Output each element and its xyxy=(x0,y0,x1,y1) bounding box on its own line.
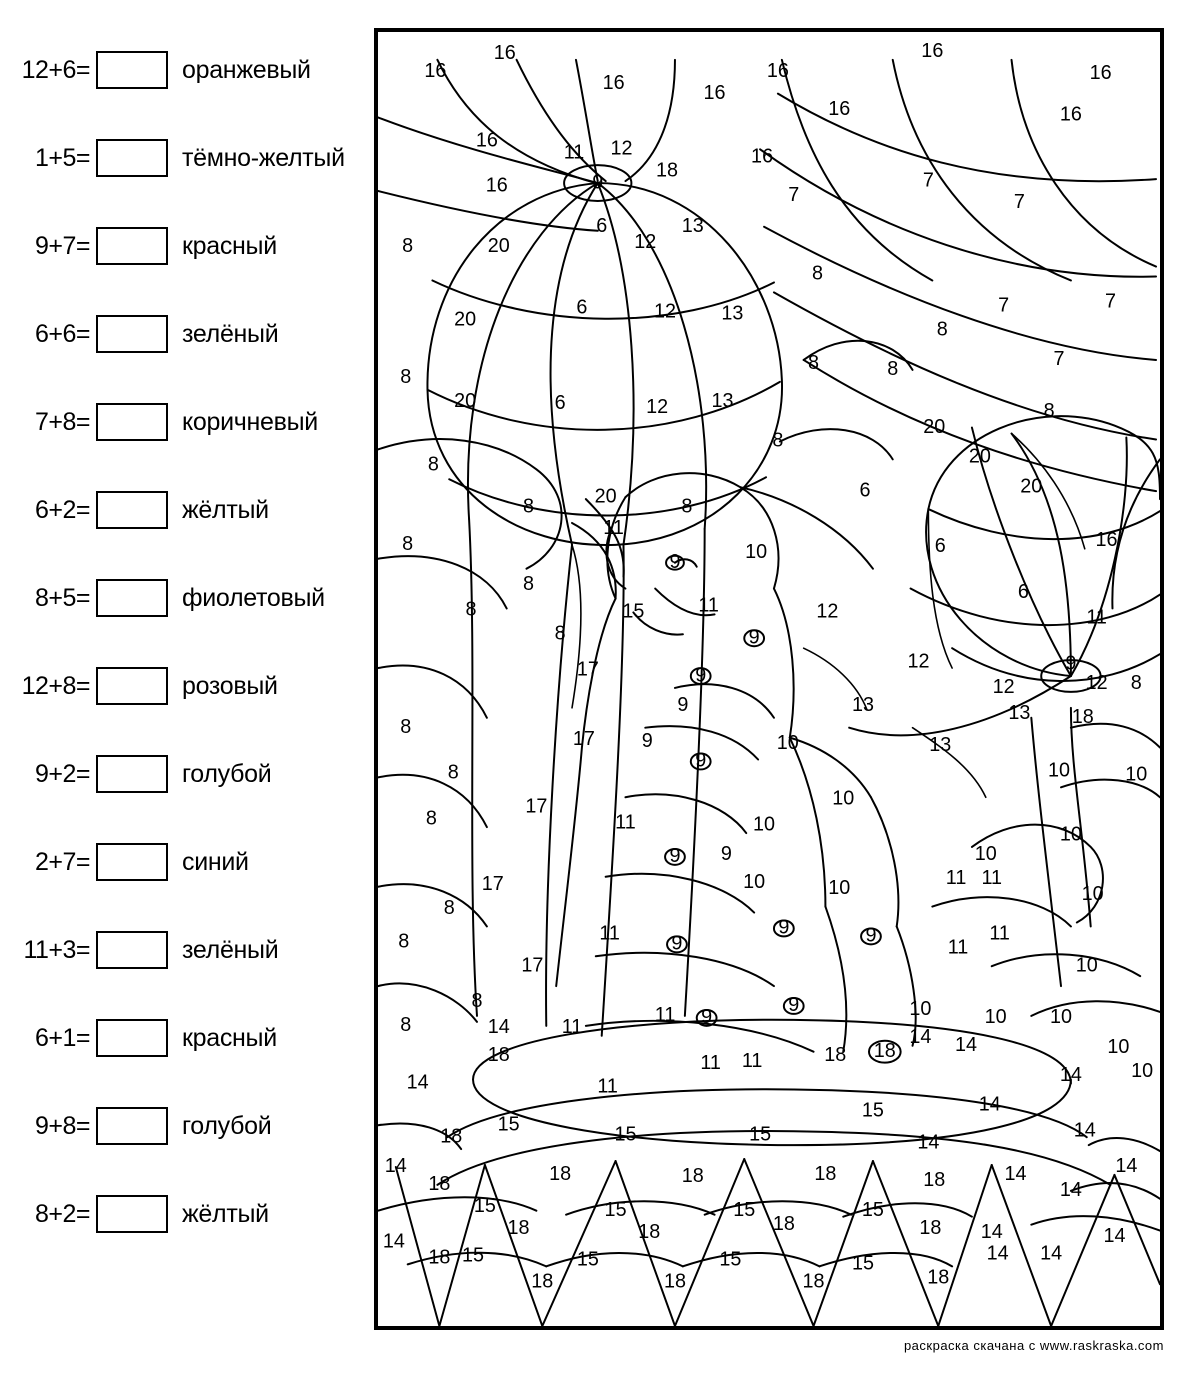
region-number: 17 xyxy=(481,872,504,895)
legend-answer-box[interactable] xyxy=(96,667,168,705)
legend-expression: 6+2= xyxy=(34,495,90,524)
legend-item[interactable] xyxy=(0,480,380,540)
region-number: 8 xyxy=(1130,672,1142,695)
region-number: 18 xyxy=(663,1270,686,1293)
region-number: 8 xyxy=(465,598,477,621)
region-number: 11 xyxy=(981,866,1002,890)
region-number: 8 xyxy=(554,622,566,645)
region-number: 10 xyxy=(1059,823,1082,846)
region-number: 11 xyxy=(615,811,636,834)
region-number: 18 xyxy=(487,1043,510,1066)
region-number: 14 xyxy=(1059,1179,1082,1202)
legend-color-label: коричневый xyxy=(182,407,318,436)
legend-item[interactable] xyxy=(0,1184,380,1244)
region-number: 8 xyxy=(402,533,414,556)
region-number: 11 xyxy=(597,1075,618,1098)
legend-item[interactable] xyxy=(0,40,380,100)
region-number: 18 xyxy=(638,1220,661,1243)
source-credit: раскраска скачана с www.raskraska.com xyxy=(903,1338,1164,1353)
region-number: 14 xyxy=(487,1016,510,1039)
region-number: 7 xyxy=(1053,348,1065,371)
region-number: 15 xyxy=(473,1194,496,1217)
region-number: 9 xyxy=(1065,652,1077,675)
region-number: 18 xyxy=(1071,705,1094,729)
legend-expression: 6+6= xyxy=(34,319,90,348)
region-number: 18 xyxy=(923,1169,946,1192)
region-number: 18 xyxy=(440,1125,463,1148)
region-number: 20 xyxy=(454,389,477,412)
region-number: 6 xyxy=(934,535,946,558)
legend-item[interactable] xyxy=(0,744,380,804)
region-number: 16 xyxy=(766,59,789,83)
legend-color-label: синий xyxy=(182,847,249,876)
region-number: 14 xyxy=(986,1242,1009,1265)
legend-item[interactable] xyxy=(0,920,380,980)
region-number: 12 xyxy=(1085,672,1108,695)
region-number: 13 xyxy=(1008,701,1031,725)
region-number: 8 xyxy=(811,262,824,285)
region-number: 10 xyxy=(1075,954,1098,977)
region-number: 11 xyxy=(700,1051,721,1074)
region-number: 14 xyxy=(1059,1063,1082,1086)
legend-expression: 12+6= xyxy=(21,55,90,84)
region-number: 10 xyxy=(1050,1006,1073,1029)
region-number: 12 xyxy=(907,650,930,673)
region-number: 14 xyxy=(382,1230,405,1253)
legend-item[interactable] xyxy=(0,656,380,716)
region-number: 15 xyxy=(861,1198,884,1221)
region-number: 17 xyxy=(521,954,544,977)
region-number: 16 xyxy=(493,42,516,65)
region-number: 8 xyxy=(471,990,483,1013)
region-number: 14 xyxy=(954,1033,977,1056)
region-number: 13 xyxy=(929,733,952,756)
region-number: 11 xyxy=(947,936,969,959)
region-number: 16 xyxy=(1089,61,1112,84)
region-number: 13 xyxy=(711,389,734,412)
region-number: 15 xyxy=(749,1123,772,1146)
region-number: 14 xyxy=(909,1025,932,1049)
legend-answer-box[interactable] xyxy=(96,755,168,793)
region-number: 7 xyxy=(1013,191,1025,214)
region-number: 15 xyxy=(497,1113,520,1136)
region-number: 13 xyxy=(852,694,875,717)
legend-expression: 12+8= xyxy=(21,671,90,700)
region-number: 14 xyxy=(1103,1224,1126,1247)
region-number: 18 xyxy=(772,1212,795,1235)
legend-expression: 6+1= xyxy=(34,1023,90,1052)
region-number: 10 xyxy=(745,540,768,564)
region-number: 10 xyxy=(1107,1035,1130,1058)
legend-color-label: тёмно-желтый xyxy=(182,143,345,172)
legend-list xyxy=(0,40,380,1340)
legend-color-label: зелёный xyxy=(182,319,279,348)
region-number: 18 xyxy=(656,159,679,182)
region-number: 20 xyxy=(454,308,477,331)
region-number: 17 xyxy=(576,658,599,681)
region-number: 10 xyxy=(753,813,776,836)
region-number: 12 xyxy=(816,600,839,623)
region-number: 9 xyxy=(695,749,707,772)
region-number: 18 xyxy=(531,1270,554,1293)
region-number: 6 xyxy=(596,215,608,238)
region-number: 18 xyxy=(549,1163,572,1186)
region-number: 9 xyxy=(748,626,760,649)
region-number: 8 xyxy=(808,352,820,375)
region-number: 11 xyxy=(698,594,719,617)
region-number: 13 xyxy=(721,302,744,325)
region-number: 12 xyxy=(992,676,1015,699)
legend-color-label: зелёный xyxy=(182,935,279,964)
region-number: 9 xyxy=(865,924,877,947)
legend-expression: 7+8= xyxy=(34,407,90,436)
region-number: 10 xyxy=(1081,882,1104,905)
region-number: 14 xyxy=(1073,1119,1096,1142)
region-number: 7 xyxy=(922,169,934,192)
region-number: 10 xyxy=(984,1006,1007,1029)
region-number: 8 xyxy=(398,930,410,953)
region-number: 15 xyxy=(622,600,645,623)
legend-expression: 9+2= xyxy=(34,759,90,788)
region-number: 9 xyxy=(788,994,800,1017)
region-number: 14 xyxy=(1115,1155,1138,1178)
region-number: 10 xyxy=(743,870,766,893)
region-number: 8 xyxy=(400,715,412,738)
legend-answer-box[interactable] xyxy=(96,1195,168,1233)
region-number: 10 xyxy=(909,998,932,1021)
region-number: 6 xyxy=(554,391,566,414)
region-number: 9 xyxy=(671,932,683,955)
region-number: 11 xyxy=(654,1004,676,1027)
legend-answer-box[interactable] xyxy=(96,403,168,441)
region-number: 8 xyxy=(402,234,414,257)
region-number: 8 xyxy=(443,896,455,919)
region-number: 13 xyxy=(681,215,704,238)
region-number: 15 xyxy=(614,1123,637,1146)
legend-answer-box[interactable] xyxy=(96,139,168,177)
legend-item[interactable] xyxy=(0,216,380,276)
region-number: 16 xyxy=(703,81,726,104)
region-number: 7 xyxy=(1105,290,1117,313)
region-number: 15 xyxy=(861,1099,884,1122)
region-number: 16 xyxy=(751,145,774,168)
region-number: 18 xyxy=(681,1165,704,1188)
region-number: 9 xyxy=(669,845,681,868)
region-number: 10 xyxy=(832,787,855,810)
legend-answer-box[interactable] xyxy=(96,315,168,353)
region-number: 18 xyxy=(927,1266,950,1289)
region-number: 10 xyxy=(776,731,799,754)
region-number: 9 xyxy=(695,664,707,687)
legend-item[interactable] xyxy=(0,832,380,892)
coloring-picture-artwork xyxy=(378,32,1160,1326)
region-number: 18 xyxy=(814,1163,837,1186)
legend-item[interactable] xyxy=(0,1096,380,1156)
region-number: 20 xyxy=(968,445,991,468)
region-number: 12 xyxy=(610,137,633,160)
legend-item[interactable] xyxy=(0,128,380,188)
legend-color-label: жёлтый xyxy=(182,1199,269,1228)
region-number: 16 xyxy=(475,129,498,152)
region-number: 8 xyxy=(447,761,459,784)
legend-answer-box[interactable] xyxy=(96,931,168,969)
region-number: 8 xyxy=(887,358,899,381)
region-number: 8 xyxy=(425,807,437,830)
region-number: 9 xyxy=(778,916,790,939)
legend-color-label: голубой xyxy=(182,759,272,788)
coloring-picture-frame xyxy=(374,28,1164,1330)
region-number: 9 xyxy=(677,694,689,717)
region-number: 10 xyxy=(1131,1059,1154,1082)
region-number: 20 xyxy=(1020,475,1043,498)
region-number: 14 xyxy=(917,1131,940,1154)
region-number: 16 xyxy=(921,40,944,63)
region-number: 11 xyxy=(1086,606,1107,629)
legend-expression: 9+7= xyxy=(34,231,90,260)
region-number: 8 xyxy=(772,429,784,452)
region-number: 9 xyxy=(701,1006,713,1029)
region-number: 9 xyxy=(592,171,604,194)
legend-answer-box[interactable] xyxy=(96,491,168,529)
region-number: 18 xyxy=(919,1216,942,1239)
region-number: 9 xyxy=(720,843,732,866)
region-number: 15 xyxy=(719,1248,742,1271)
region-number: 11 xyxy=(945,866,967,890)
region-number: 10 xyxy=(1125,763,1148,786)
legend-item[interactable] xyxy=(0,1008,380,1068)
region-number: 11 xyxy=(989,922,1010,945)
region-number: 9 xyxy=(641,729,653,752)
legend-item[interactable] xyxy=(0,304,380,364)
legend-expression: 1+5= xyxy=(34,143,90,172)
region-number: 8 xyxy=(522,572,534,595)
region-number: 11 xyxy=(603,517,624,540)
region-number: 15 xyxy=(604,1198,627,1221)
legend-item[interactable] xyxy=(0,392,380,452)
legend-expression: 8+5= xyxy=(34,583,90,612)
region-number: 6 xyxy=(576,296,588,319)
legend-answer-box[interactable] xyxy=(96,227,168,265)
region-number: 7 xyxy=(998,294,1010,317)
region-number: 8 xyxy=(522,495,534,518)
legend-answer-box[interactable] xyxy=(96,843,168,881)
region-number: 16 xyxy=(485,174,508,197)
region-number: 6 xyxy=(859,479,871,502)
legend-item[interactable] xyxy=(0,568,380,628)
region-number: 14 xyxy=(406,1071,429,1094)
region-number: 7 xyxy=(788,184,800,207)
legend-color-label: оранжевый xyxy=(182,55,311,84)
legend-answer-box[interactable] xyxy=(96,1107,168,1145)
region-number: 10 xyxy=(828,876,851,899)
region-number: 8 xyxy=(427,453,439,476)
legend-expression: 11+3= xyxy=(23,935,90,964)
region-number: 16 xyxy=(828,97,851,120)
region-number: 16 xyxy=(424,59,447,83)
legend-expression: 9+8= xyxy=(34,1111,90,1140)
region-number: 12 xyxy=(634,230,657,253)
legend-answer-box[interactable] xyxy=(96,1019,168,1057)
region-number: 6 xyxy=(1017,580,1029,603)
region-number: 18 xyxy=(873,1039,896,1062)
region-number: 11 xyxy=(563,141,585,164)
region-number: 11 xyxy=(561,1016,583,1039)
region-number: 12 xyxy=(646,395,669,418)
region-number: 10 xyxy=(974,843,997,866)
region-number: 14 xyxy=(384,1155,407,1178)
region-number: 18 xyxy=(428,1173,451,1196)
region-number: 12 xyxy=(654,300,677,323)
region-number: 18 xyxy=(428,1246,451,1269)
region-number: 17 xyxy=(572,727,595,750)
legend-color-label: красный xyxy=(182,1023,277,1052)
legend-color-label: фиолетовый xyxy=(182,583,325,612)
region-number: 15 xyxy=(733,1198,756,1221)
region-number: 14 xyxy=(1040,1242,1063,1265)
region-number: 18 xyxy=(802,1270,825,1293)
region-number: 15 xyxy=(576,1248,599,1271)
legend-answer-box[interactable] xyxy=(96,579,168,617)
legend-answer-box[interactable] xyxy=(96,51,168,89)
region-number: 15 xyxy=(852,1252,875,1275)
region-number: 18 xyxy=(507,1216,530,1239)
region-number: 8 xyxy=(400,366,412,389)
region-number: 8 xyxy=(1043,399,1055,422)
legend-color-label: голубой xyxy=(182,1111,272,1140)
region-number: 10 xyxy=(1048,759,1071,782)
region-number: 11 xyxy=(741,1049,763,1072)
region-number: 18 xyxy=(824,1043,847,1066)
region-number: 17 xyxy=(525,795,548,818)
region-number: 16 xyxy=(602,71,625,94)
region-number: 20 xyxy=(487,234,510,257)
legend-expression: 8+2= xyxy=(34,1199,90,1228)
region-number: 15 xyxy=(462,1244,485,1267)
region-number: 16 xyxy=(1059,103,1082,126)
region-number: 9 xyxy=(669,550,681,573)
region-number: 8 xyxy=(681,495,693,518)
legend-color-label: жёлтый xyxy=(182,495,269,524)
region-number: 8 xyxy=(400,1014,412,1037)
region-number: 14 xyxy=(980,1220,1003,1243)
legend-color-label: розовый xyxy=(182,671,278,700)
region-number: 16 xyxy=(1095,529,1118,552)
region-number: 20 xyxy=(594,485,617,508)
region-number: 8 xyxy=(936,318,948,341)
region-number: 20 xyxy=(923,415,946,438)
region-number: 14 xyxy=(1004,1163,1027,1186)
region-number: 14 xyxy=(978,1093,1001,1116)
legend-color-label: красный xyxy=(182,231,277,260)
legend-expression: 2+7= xyxy=(34,847,90,876)
region-number: 11 xyxy=(599,922,620,945)
